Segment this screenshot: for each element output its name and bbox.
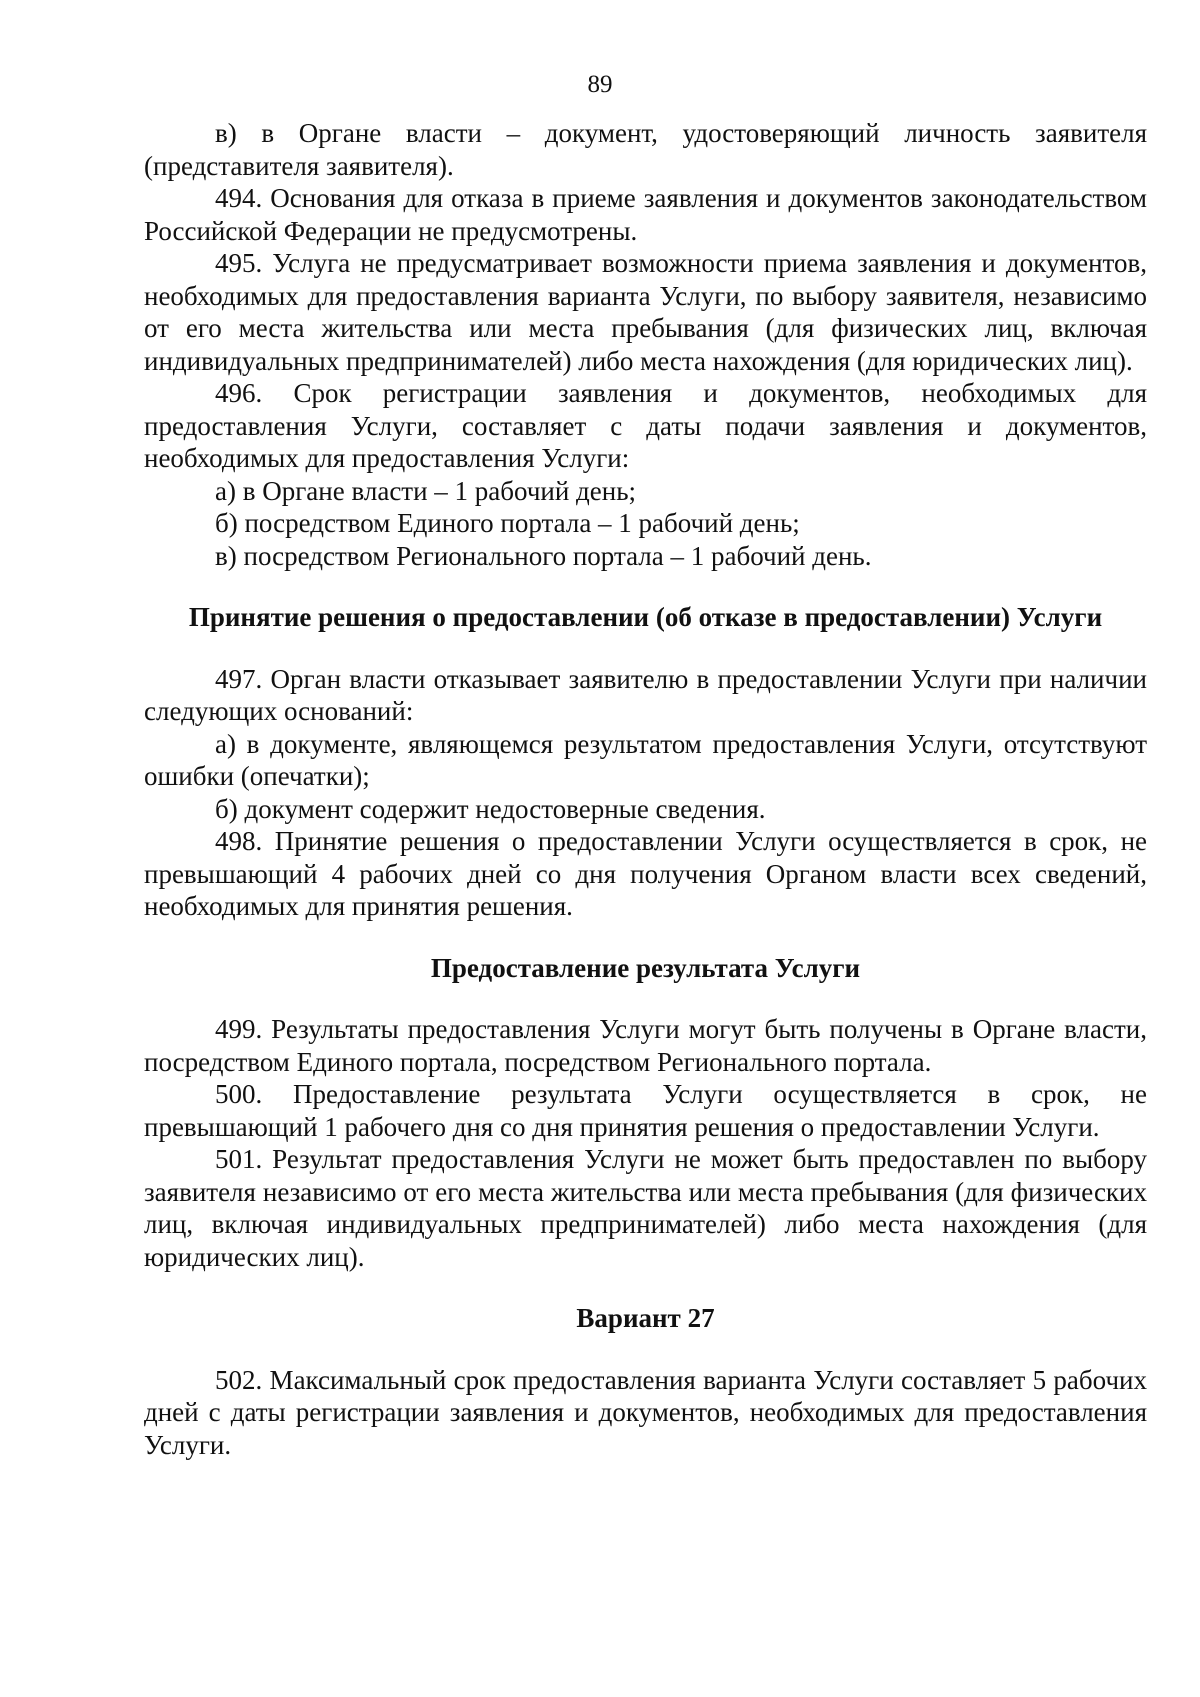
paragraph-495: 495. Услуга не предусматривает возможности приема заявления и документов, необходимых для предоставления варианта Услуги, по выбору заявителя, независимо от его места жительства или места пребывания (для физических лиц, включая индивидуальных предпринимателей) либо места нахождения (для юридических лиц).	[144, 248, 1147, 376]
paragraph-497-b: б) документ содержит недостоверные сведения.	[215, 793, 766, 824]
paragraph-496-a: а) в Органе власти – 1 рабочий день;	[215, 475, 637, 506]
paragraph-494: 494. Основания для отказа в приеме заявления и документов законодательством Российской Федерации не предусмотрены.	[144, 183, 1147, 246]
paragraph-501: 501. Результат предоставления Услуги не может быть предоставлен по выбору заявителя независимо от его места жительства или места пребывания (для физических лиц, включая индивидуальных предпринимателей) либо места нахождения (для юридических лиц).	[144, 1144, 1147, 1272]
paragraph-497-a: а) в документе, являющемся результатом предоставления Услуги, отсутствуют ошибки (опечатки);	[144, 728, 1147, 791]
paragraph-497: 497. Орган власти отказывает заявителю в предоставлении Услуги при наличии следующих оснований:	[144, 663, 1147, 726]
page-number: 89	[587, 71, 613, 98]
paragraph-496-c: в) посредством Регионального портала – 1 рабочий день.	[215, 540, 872, 571]
paragraph-499: 499. Результаты предоставления Услуги могут быть получены в Органе власти, посредством Единого портала, посредством Регионального портала.	[144, 1014, 1147, 1077]
paragraph-v-organ: в) в Органе власти – документ, удостоверяющий личность заявителя (представителя заявителя).	[144, 118, 1147, 181]
paragraph-500: 500. Предоставление результата Услуги осуществляется в срок, не превышающий 1 рабочего дня со дня принятия решения о предоставлении Услуги.	[144, 1079, 1147, 1142]
document-body	[144, 117, 1147, 1461]
paragraph-496: 496. Срок регистрации заявления и документов, необходимых для предоставления Услуги, составляет с даты подачи заявления и документов, необходимых для предоставления Услуги:	[144, 378, 1147, 473]
paragraph-496-b: б) посредством Единого портала – 1 рабочий день;	[215, 508, 800, 538]
section-heading-result: Предоставление результата Услуги	[430, 952, 861, 983]
paragraph-498: 498. Принятие решения о предоставлении Услуги осуществляется в срок, не превышающий 4 рабочих дней со дня получения Органом власти всех сведений, необходимых для принятия решения.	[144, 826, 1147, 921]
paragraph-502: 502. Максимальный срок предоставления варианта Услуги составляет 5 рабочих дней с даты регистрации заявления и документов, необходимых для предоставления Услуги.	[144, 1364, 1147, 1460]
section-heading-decision: Принятие решения о предоставлении (об отказе в предоставлении) Услуги	[188, 602, 1103, 632]
section-heading-variant: Вариант 27	[576, 1303, 715, 1333]
